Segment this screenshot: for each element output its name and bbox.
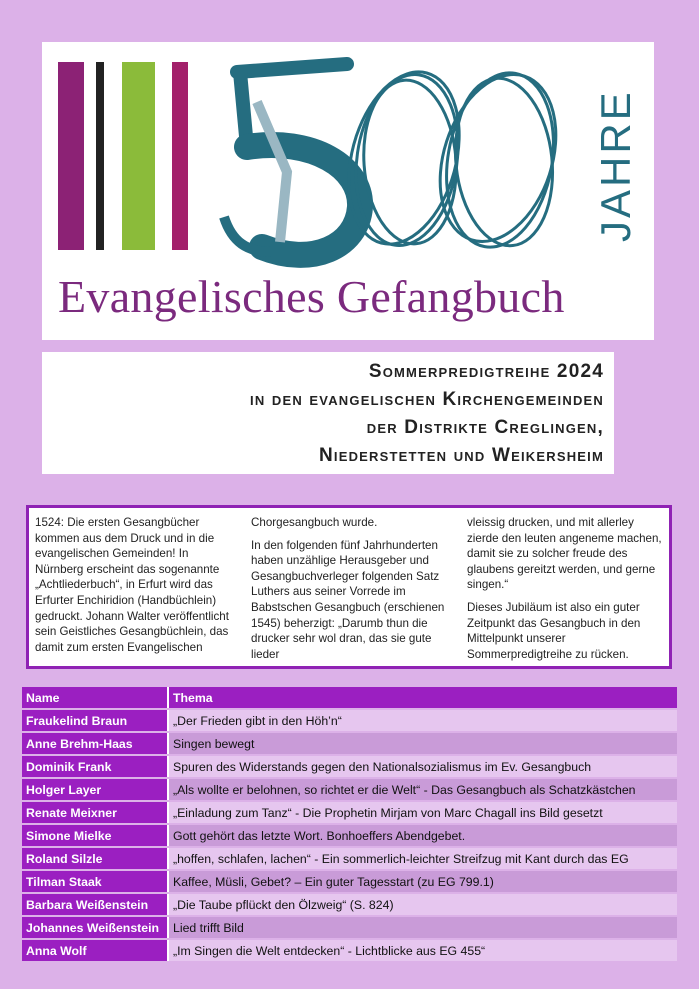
speakers-table [22, 685, 677, 963]
table-row [22, 710, 677, 731]
heading-line-1: Sommerpredigtreihe 2024 [368, 361, 604, 382]
intro-paragraph: In den folgenden fünf Jahrhunderten haben unzählige Herausgeber und Gesangbuchverleger folgenden Satz Luthers aus seiner Vorrede im Babstschen Gesangbuch (erschienen 1545) beherzigt: „Darumb thun die drucker sehr wol dran, das sie gute lieder [251, 538, 445, 661]
logo-digit-five [224, 64, 360, 255]
speaker-topic: „hoffen, schlafen, lachen“ - Ein sommerlich-leichter Streifzug mit Kant durch das EG [169, 848, 677, 869]
speaker-name: Johannes Weißenstein [22, 917, 169, 938]
speaker-topic: Gott gehört das letzte Wort. Bonhoeffers Abendgebet. [169, 825, 677, 846]
intro-paragraph: Dieses Jubiläum ist also ein guter Zeitpunkt das Gesangbuch in den Mittelpunkt unserer Sommerpredigtreihe zu rücken. [467, 600, 641, 661]
table-row [22, 940, 677, 961]
table-row [22, 756, 677, 777]
table-header-row [22, 687, 677, 708]
heading-line-2: in den evangelischen Kirchengemeinden [250, 389, 604, 410]
intro-paragraph: vleissig drucken, und mit allerley zierde den leuten angeneme machen, damit sie zu solcher freude des glaubens gereitzt werden, und gerne singen.“ [467, 516, 662, 592]
speaker-name: Fraukelind Braun [22, 710, 169, 731]
speaker-name: Renate Meixner [22, 802, 169, 823]
speaker-name: Dominik Frank [22, 756, 169, 777]
logo [42, 42, 654, 340]
logo-stripe-3 [122, 62, 155, 250]
header-topic: Thema [169, 687, 677, 708]
speaker-topic: Singen bewegt [169, 733, 677, 754]
speaker-name: Holger Layer [22, 779, 169, 800]
logo-stripe-1 [58, 62, 84, 250]
table-row [22, 802, 677, 823]
intro-column-3 [467, 515, 663, 669]
speaker-name: Barbara Weißenstein [22, 894, 169, 915]
speaker-topic: „Einladung zum Tanz“ - Die Prophetin Mirjam von Marc Chagall ins Bild gesetzt [169, 802, 677, 823]
table-row [22, 733, 677, 754]
speaker-topic: „Im Singen die Welt entdecken“ - Lichtblicke aus EG 455“ [169, 940, 677, 961]
intro-column-1 [35, 515, 233, 662]
header-name: Name [22, 687, 169, 708]
speaker-topic: Kaffee, Müsli, Gebet? – Ein guter Tagesstart (zu EG 799.1) [169, 871, 677, 892]
speaker-name: Roland Silzle [22, 848, 169, 869]
speaker-topic: Lied trifft Bild [169, 917, 677, 938]
speaker-topic: „Der Frieden gibt in den Höh’n“ [169, 710, 677, 731]
table-row [22, 779, 677, 800]
logo-stripe-4 [172, 62, 188, 250]
table-row [22, 894, 677, 915]
speaker-name: Simone Mielke [22, 825, 169, 846]
logo-jahre-text: JAHRE [592, 89, 639, 242]
table-row [22, 848, 677, 869]
table-row [22, 871, 677, 892]
speaker-topic: „Als wollte er belohnen, so richtet er die Welt“ - Das Gesangbuch als Schatzkästchen [169, 779, 677, 800]
speaker-topic: „Die Taube pflückt den Ölzweig“ (S. 824) [169, 894, 677, 915]
speaker-name: Anne Brehm-Haas [22, 733, 169, 754]
logo-stripe-2 [96, 62, 104, 250]
logo-title: Evangelisches Gefangbuch [58, 271, 565, 322]
heading-lines [250, 358, 604, 470]
heading-line-3: der Distrikte Creglingen, [366, 417, 604, 438]
intro-paragraph: 1524: Die ersten Gesangbücher kommen aus dem Druck und in die evangelischen Gemeinden! In Nürnberg erscheint das sogenannte „Achtliederbuch“, in Erfurt wird das Erfurter Enchiridion (Handbüchlein) gedruckt. Johann Walter veröffentlicht sein Geistliches Gesangbüchlein, das damit zum ersten Evangelischen [35, 516, 229, 654]
table-row [22, 917, 677, 938]
table-row [22, 825, 677, 846]
intro-box [26, 505, 672, 669]
speaker-name: Tilman Staak [22, 871, 169, 892]
speaker-topic: Spuren des Widerstands gegen den Nationalsozialismus im Ev. Gesangbuch [169, 756, 677, 777]
heading-box [42, 352, 614, 474]
intro-column-2 [251, 515, 449, 669]
speaker-name: Anna Wolf [22, 940, 169, 961]
intro-paragraph: Chorgesangbuch wurde. [251, 516, 378, 529]
heading-line-4: Niederstetten und Weikersheim [318, 445, 604, 466]
